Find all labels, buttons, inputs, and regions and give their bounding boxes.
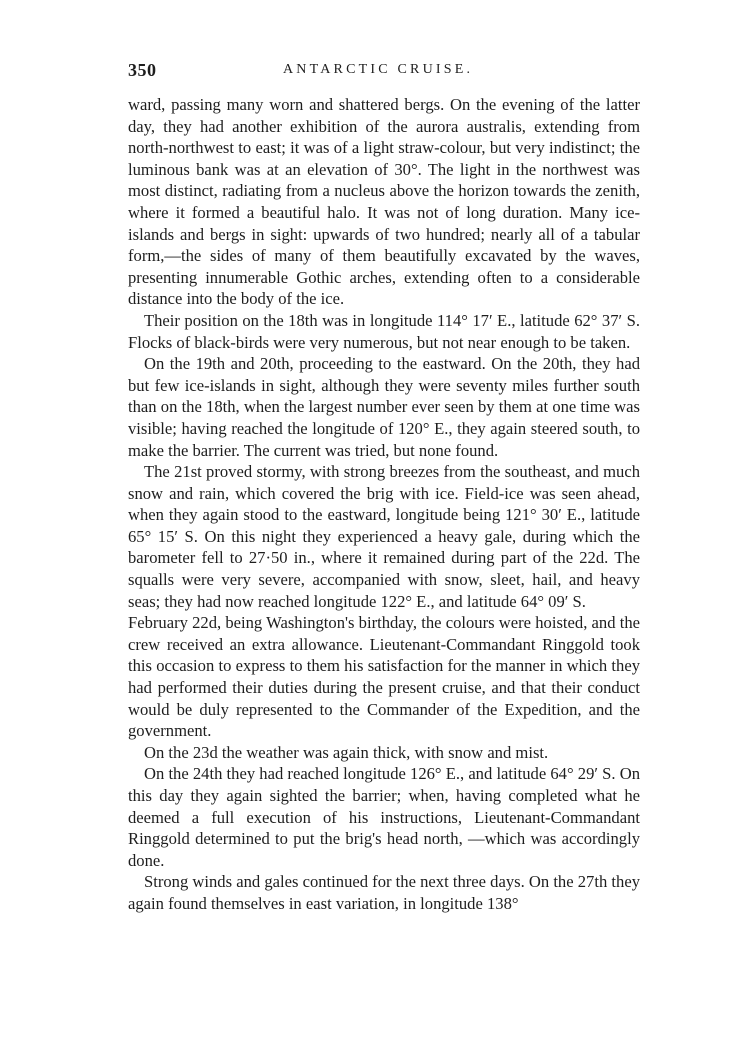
paragraph-continued: ward, passing many worn and shattered bergs. On the evening of the latter day, they had another exhibition of the aurora australis, extending from north-northwest to east; it was of a light straw-colour, but very indistinct; the luminous bank was at an elevation of 30°. The light in the northwest was most distinct, radiating from a nucleus above the horizon towards the zenith, where it formed a beautiful halo. It was not of long duration. Many ice-islands and bergs in sight: upwards of two hundred; nearly all of a tabular form,—the sides of many of them beautifully excavated by the waves, presenting innumerable Gothic arches, extending often to a considerable distance into the body of the ice.: [128, 95, 640, 309]
body-text: [128, 94, 640, 915]
paragraph-washington-birthday: February 22d, being Washington's birthday, the colours were hoisted, and the crew received an extra allowance. Lieutenant-Commandant Ringgold took this occasion to express to them his satisfaction for the manner in which they had performed their duties during the present cruise, and that their conduct would be duly represented to the Commander of the Expedition, and the government.: [128, 613, 640, 741]
paragraph-23d-weather: On the 23d the weather was again thick, with snow and mist.: [144, 742, 549, 762]
paragraph-position-18th: Their position on the 18th was in longitude 114° 17′ E., latitude 62° 37′ S. Flocks of black-birds were very numerous, but not near enough to be taken.: [128, 310, 640, 352]
paragraph-21st-storm: The 21st proved stormy, with strong breezes from the southeast, and much snow and rain, which covered the brig with ice. Field-ice was seen ahead, when they again stood to the eastward, longitude being 121° 30′ E., latitude 65° 15′ S. On this night they experienced a heavy gale, during which the barometer fell to 27·50 in., where it remained during part of the 22d. The squalls were very severe, accompanied with snow, sleet, hail, and heavy seas; they had now reached longitude 122° E., and latitude 64° 09′ S.: [128, 462, 640, 611]
page-number: 350: [128, 60, 157, 80]
page-header: [128, 60, 638, 88]
paragraph-19th-20th: On the 19th and 20th, proceeding to the eastward. On the 20th, they had but few ice-islands in sight, although they were seventy miles further south than on the 18th, when the largest number ever seen by them at one time was visible; having reached the longitude of 120° E., they again steered south, to make the barrier. The current was tried, but none found.: [128, 354, 640, 460]
paragraph-strong-winds: Strong winds and gales continued for the next three days. On the 27th they again found themselves in east variation, in longitude 138°: [128, 872, 640, 913]
running-head: ANTARCTIC CRUISE.: [283, 62, 474, 77]
paragraph-24th-barrier: On the 24th they had reached longitude 126° E., and latitude 64° 29′ S. On this day they again sighted the barrier; when, having completed what he deemed a full execution of his instructions, Lieutenant-Commandant Ringgold determined to put the brig's head north, —which was accordingly done.: [128, 764, 640, 870]
